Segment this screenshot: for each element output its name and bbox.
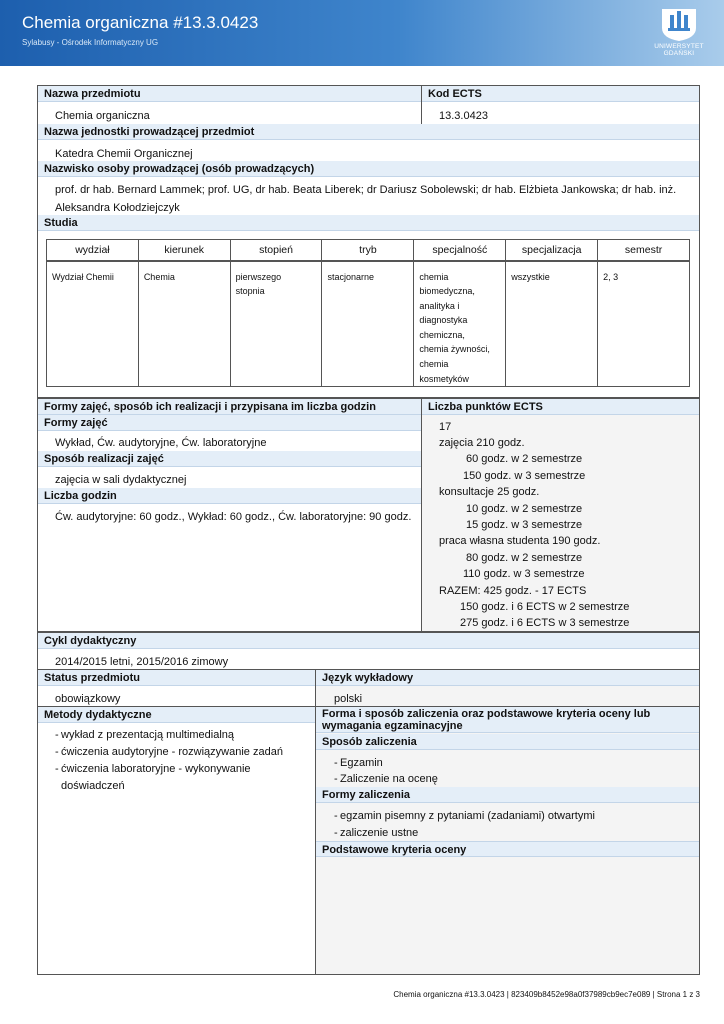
col-stopien: stopień [230,240,322,261]
language-header: Język wykładowy [316,670,699,686]
ects-line: 15 godz. w 3 semestrze [466,519,583,531]
col-specjalizacja: specjalizacja [506,240,598,261]
status-header: Status przedmiotu [38,670,315,686]
ects-line: 80 godz. w 2 semestrze [466,551,583,564]
forms-header: Formy zajęć, sposób ich realizacji i przypisana im liczba godzin [38,399,421,415]
col-wydzial: wydział [47,240,139,261]
cell-tryb: stacjonarne [322,261,414,387]
studia-table [46,239,690,387]
assessment-forms-item [334,825,418,842]
dash-icon: - [55,729,59,741]
methods-header: Metody dydaktyczne [38,707,315,723]
cell-stopien-line: pierwszego [235,271,282,282]
teachers-line-2: Aleksandra Kołodziejczyk [55,202,180,214]
assessment-forms-text: egzamin pisemny z pytaniami (zadaniami) otwartymi [340,810,595,822]
ects-line: 275 godz. i 6 ECTS w 3 semestrze [460,617,630,630]
ects-line: praca własna studenta 190 godz. [439,535,601,548]
status-value: obowiązkowy [55,693,121,705]
university-logo [646,6,712,57]
dash-icon: - [55,746,59,758]
teachers-header: Nazwisko osoby prowadzącej (osób prowadzących) [38,161,699,177]
dash-icon: - [55,763,59,775]
language-value: polski [334,693,363,705]
col-specjalnosc: specjalność [414,240,506,261]
cell-semestr: 2, 3 [598,261,690,387]
spec-line: analityka i [419,300,460,311]
assessment-method-header: Sposób zaliczenia [316,734,699,750]
table-row [47,261,690,387]
col-kierunek: kierunek [138,240,230,261]
ects-line: 150 godz. w 3 semestrze [463,469,586,482]
spec-line: chemia [419,271,449,282]
forms-types-header: Formy zajęć [38,415,421,431]
forms-types-value: Wykład, Ćw. audytoryjne, Ćw. laboratoryjne [55,437,267,449]
dash-icon: - [334,773,338,785]
teachers-line-1: prof. dr hab. Bernard Lammek; prof. UG, dr hab. Beata Liberek; dr Dariusz Sobolewski; dr hab. Elżbieta Jankowska; dr hab. inż. [55,184,677,196]
course-name-header: Nazwa przedmiotu [38,86,421,102]
dash-icon: - [334,810,338,822]
assessment-forms-text: zaliczenie ustne [340,827,419,839]
method-item [55,727,234,744]
cell-specjalizacja: wszystkie [506,261,598,387]
assessment-method-item [334,755,383,772]
university-logo-icon [646,6,712,42]
assessment-method-text: Egzamin [340,757,383,769]
spec-line: chemia [419,359,449,370]
cell-stopien [230,261,322,387]
cell-specjalnosc [414,261,506,387]
ects-code-header: Kod ECTS [422,86,699,102]
assessment-header: Forma i sposób zaliczenia oraz podstawowe kryteria oceny lub wymagania egzaminacyjne [316,707,699,733]
forms-hours-value: Ćw. audytoryjne: 60 godz., Wykład: 60 godz., Ćw. laboratoryjne: 90 godz. [55,511,412,523]
cell-kierunek: Chemia [138,261,230,387]
assessment-forms-header: Formy zaliczenia [316,787,699,803]
dash-icon: - [334,827,338,839]
spec-line: chemiczna, [419,329,465,340]
assessment-method-item [334,771,438,788]
method-item [55,744,283,761]
cycle-header: Cykl dydaktyczny [38,633,699,649]
spec-line: kosmetyków [419,373,469,384]
method-item-text: wykład z prezentacją multimedialną [61,729,235,741]
language-background [316,686,699,706]
ects-line: zajęcia 210 godz. [439,437,525,449]
ects-header: Liczba punktów ECTS [422,399,699,415]
ects-line: konsultacje 25 godz. [439,486,540,499]
method-item [55,761,251,778]
col-semestr: semestr [598,240,690,261]
dash-icon: - [334,757,338,769]
ects-line: 110 godz. w 3 semestrze [463,568,585,581]
assessment-method-text: Zaliczenie na ocenę [340,773,438,785]
spec-line: biomedyczna, [419,286,475,297]
method-item-text: ćwiczenia laboratoryjne - wykonywanie [61,763,251,775]
ects-code-value: 13.3.0423 [439,110,488,122]
page-subtitle: Sylabusy - Ośrodek Informatyczny UG [22,38,159,47]
cell-wydzial: Wydział Chemii [47,261,139,387]
unit-value: Katedra Chemii Organicznej [55,148,193,160]
page-title: Chemia organiczna #13.3.0423 [22,13,259,32]
spec-line: diagnostyka [419,315,468,326]
studia-header-row [47,240,690,261]
university-name: UNIWERSYTET GDAŃSKI [654,43,704,57]
unit-header: Nazwa jednostki prowadzącej przedmiot [38,124,699,140]
cycle-value: 2014/2015 letni, 2015/2016 zimowy [55,656,229,668]
spec-line: chemia żywności, [419,344,490,355]
ects-line: 150 godz. i 6 ECTS w 2 semestrze [460,601,630,613]
ects-line: 10 godz. w 2 semestrze [466,502,583,515]
cell-stopien-line: stopnia [235,286,265,297]
method-item-text: ćwiczenia audytoryjne - rozwiązywanie zadań [61,746,283,758]
ects-total: 17 [439,421,452,433]
ects-line: 60 godz. w 2 semestrze [466,453,583,466]
page-banner [0,0,724,66]
method-item-continuation: doświadczeń [61,780,125,792]
course-name-value: Chemia organiczna [55,110,150,122]
forms-hours-header: Liczba godzin [38,488,421,504]
page-footer: Chemia organiczna #13.3.0423 | 823409b8452e98a0f37989cb9ec7e089 | Strona 1 z 3 [393,990,700,999]
ects-line: RAZEM: 425 godz. - 17 ECTS [439,584,587,597]
forms-method-value: zajęcia w sali dydaktycznej [55,474,187,486]
assessment-forms-item [334,808,595,825]
assessment-criteria-header: Podstawowe kryteria oceny [316,841,699,857]
col-tryb: tryb [322,240,414,261]
studia-header: Studia [38,215,699,231]
forms-method-header: Sposób realizacji zajęć [38,451,421,467]
